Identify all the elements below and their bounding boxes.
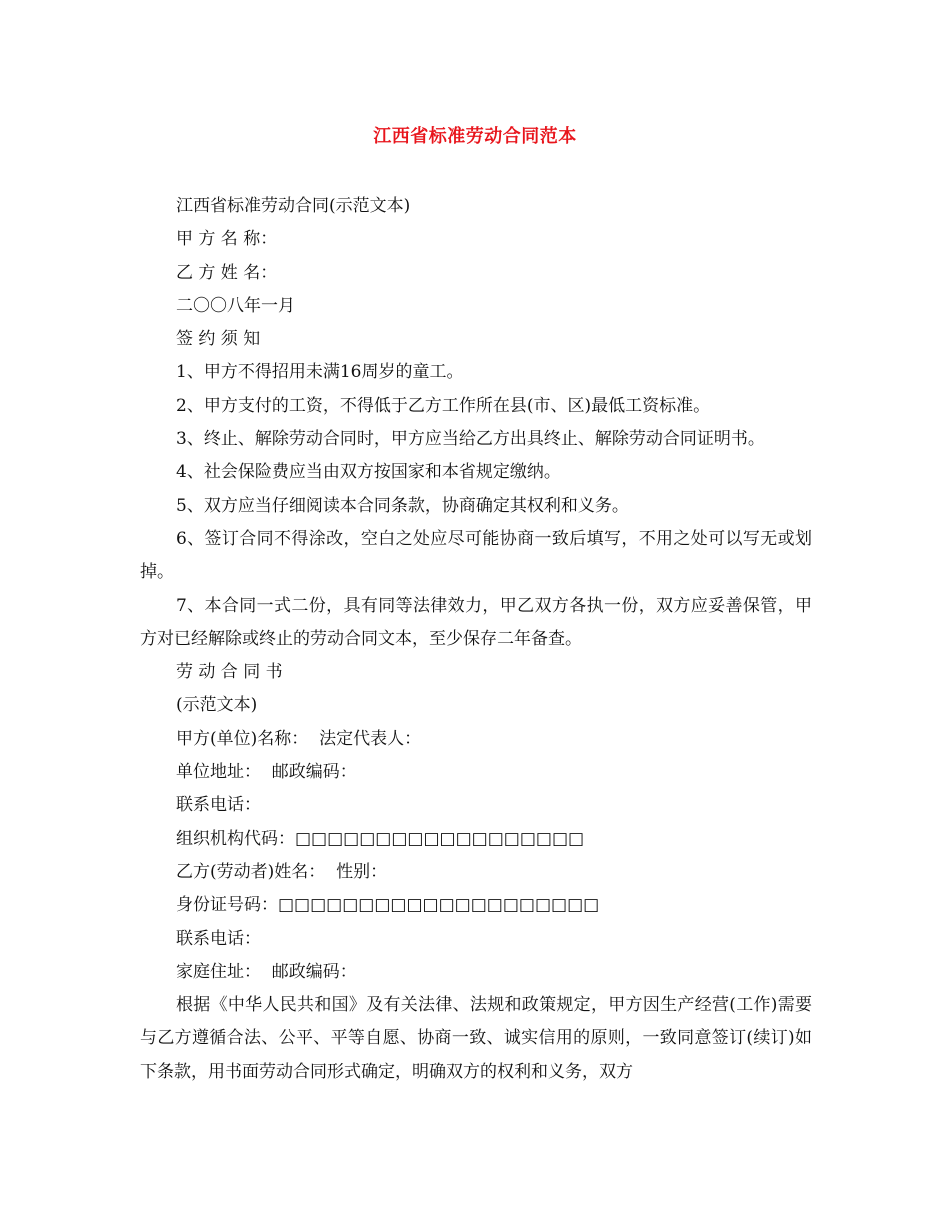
notice-item-4: 4、社会保险费应当由双方按国家和本省规定缴纳。 [176, 462, 561, 483]
worker-name-line: 乙方(劳动者)姓名： 性别： [176, 861, 388, 882]
notice-item-3: 3、终止、解除劳动合同时，甲方应当给乙方出具终止、解除劳动合同证明书。 [176, 429, 765, 450]
notice-item-2: 2、甲方支付的工资，不得低于乙方工作所在县(市、区)最低工资标准。 [176, 395, 711, 416]
party-a-name-line: 甲 方 名 称： [176, 229, 278, 250]
organization-code-line: 组织机构代码：□□□□□□□□□□□□□□□□□□ [176, 828, 585, 849]
signing-notice-heading: 签 约 须 知 [176, 329, 261, 350]
notice-item-5: 5、双方应当仔细阅读本合同条款，协商确定其权利和义务。 [176, 495, 629, 516]
employer-phone-line: 联系电话： [176, 795, 261, 816]
date-line: 二〇〇八年一月 [176, 295, 295, 316]
id-number-line: 身份证号码：□□□□□□□□□□□□□□□□□□□□ [176, 895, 600, 916]
employer-name-line: 甲方(单位)名称： 法定代表人： [176, 728, 422, 749]
contract-heading: 江西省标准劳动合同(示范文本) [176, 196, 411, 216]
worker-phone-line: 联系电话： [176, 928, 261, 949]
notice-item-7: 7、本合同一式二份，具有同等法律效力，甲乙双方各执一份，双方应妥善保管，甲方对已经解除或终止的劳动合同文本，至少保存二年备查。 [140, 595, 812, 649]
contract-preamble: 根据《中华人民共和国》及有关法律、法规和政策规定，甲方因生产经营(工作)需要与乙方遵循合法、公平、平等自愿、协商一致、诚实信用的原则，一致同意签订(续订)如下条款，用书面劳动合同形式确定，明确双方的权利和义务，双方 [140, 995, 812, 1082]
contract-book-heading: 劳 动 合 同 书 [176, 662, 283, 683]
notice-item-1: 1、甲方不得招用未满16周岁的童工。 [176, 362, 464, 383]
sample-text-label: (示范文本) [176, 695, 258, 716]
document-body [140, 190, 812, 1089]
home-address-line: 家庭住址： 邮政编码： [176, 961, 357, 982]
employer-address-line: 单位地址： 邮政编码： [176, 762, 357, 783]
document-title: 江西省标准劳动合同范本 [373, 126, 577, 147]
party-b-name-line: 乙 方 姓 名： [176, 262, 278, 283]
notice-item-6: 6、签订合同不得涂改，空白之处应尽可能协商一致后填写，不用之处可以写无或划掉。 [140, 528, 812, 583]
